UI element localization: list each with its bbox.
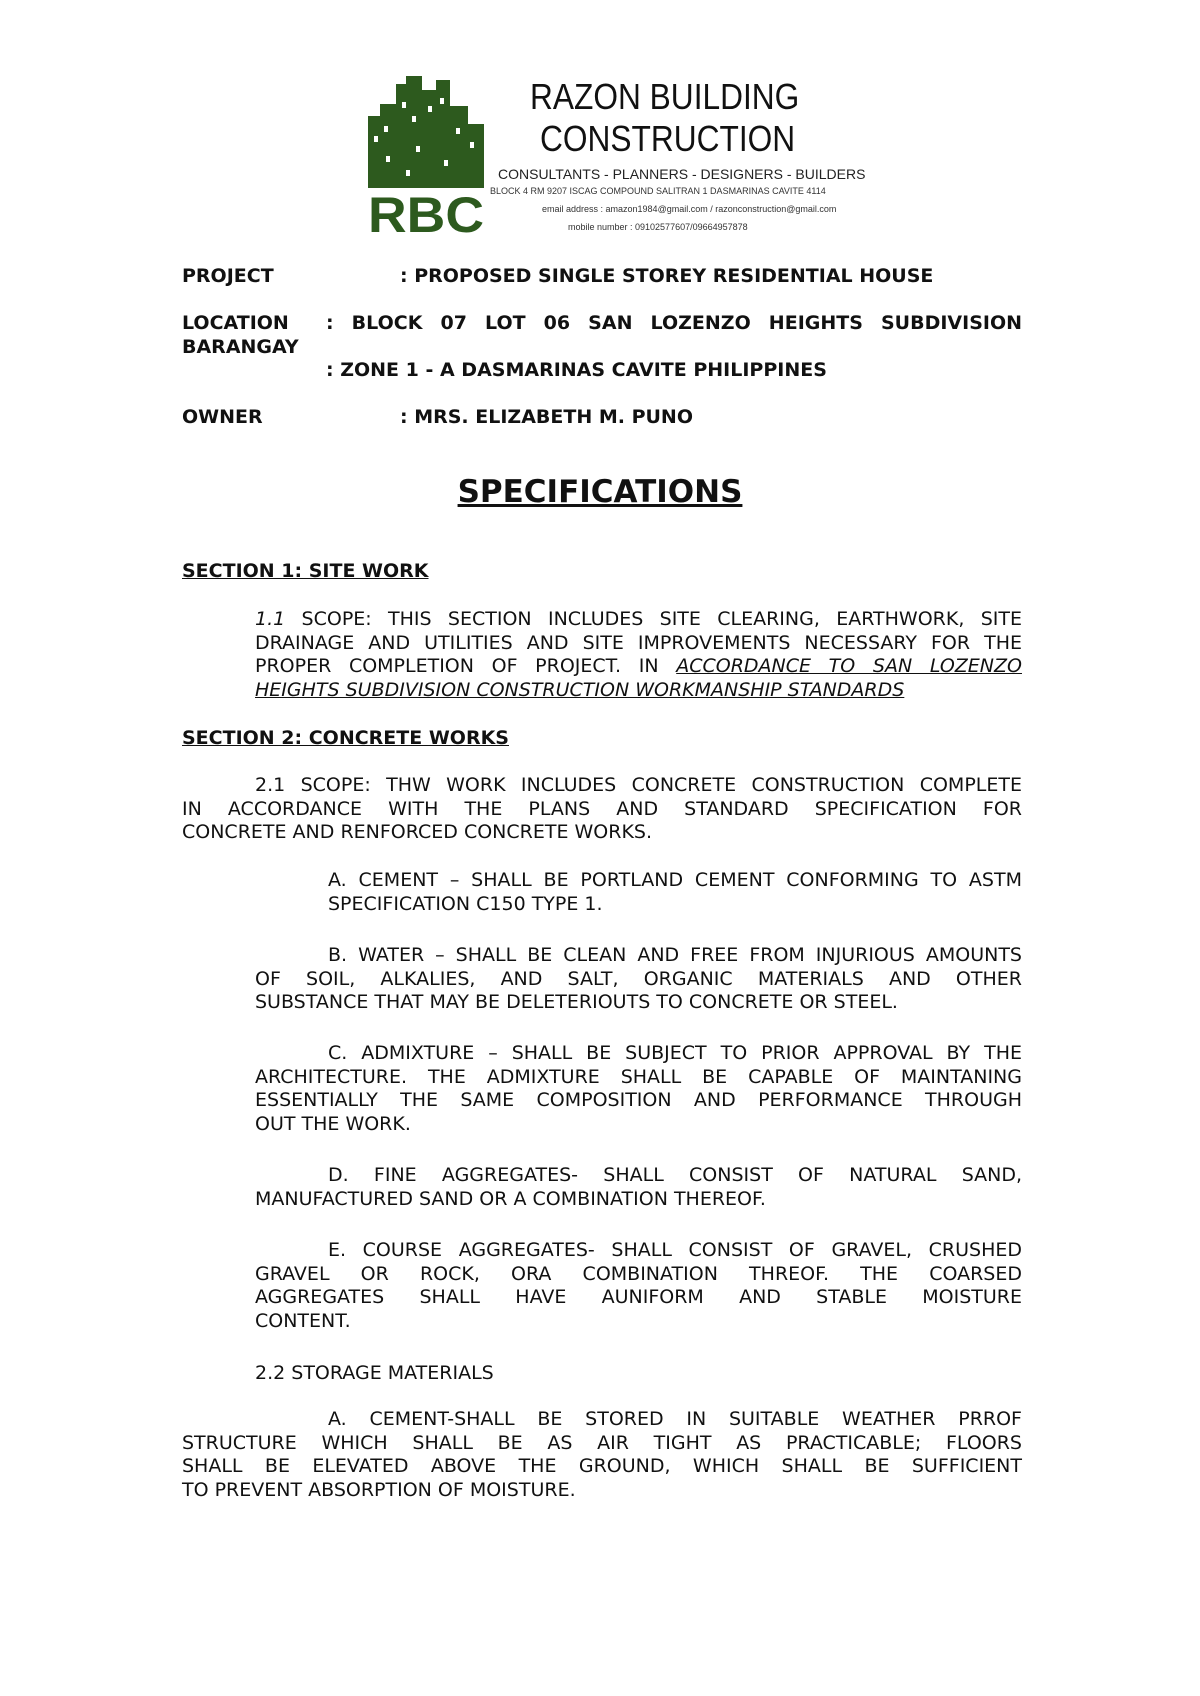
text-line: A. CEMENT-SHALL BE STORED IN SUITABLE WEATHER PRROF — [328, 1408, 1022, 1430]
owner-label: OWNER — [182, 406, 263, 428]
text-line: MANUFACTURED SAND OR A COMBINATION THEREOF. — [255, 1187, 766, 1210]
section1-number: 1.1 — [255, 608, 286, 630]
text-line: C. ADMIXTURE – SHALL BE SUBJECT TO PRIOR APPROVAL BY THE — [328, 1042, 1022, 1064]
text-line: 2.1 SCOPE: THW WORK INCLUDES CONCRETE CONSTRUCTION COMPLETE — [255, 774, 1022, 796]
owner-value: : MRS. ELIZABETH M. PUNO — [400, 406, 693, 428]
project-label: PROJECT — [182, 265, 274, 287]
standards-reference: ACCORDANCE TO SAN LOZENZO — [676, 655, 1022, 677]
text-line: 1.1 SCOPE: THIS SECTION INCLUDES SITE CLEARING, EARTHWORK, SITE — [255, 608, 1022, 630]
company-tagline: CONSULTANTS - PLANNERS - DESIGNERS - BUILDERS — [498, 166, 866, 182]
text-line: E. COURSE AGGREGATES- SHALL CONSIST OF GRAVEL, CRUSHED — [328, 1239, 1022, 1261]
text-line: AGGREGATES SHALL HAVE AUNIFORM AND STABLE MOISTURE — [255, 1286, 1022, 1308]
text-line: STRUCTURE WHICH SHALL BE AS AIR TIGHT AS PRACTICABLE; FLOORS — [182, 1431, 1022, 1454]
text-line: GRAVEL OR ROCK, ORA COMBINATION THREOF. THE COARSED — [255, 1262, 1022, 1285]
building-logo-icon — [366, 76, 486, 236]
text-line: ARCHITECTURE. THE ADMIXTURE SHALL BE CAPABLE OF MAINTANING — [255, 1065, 1022, 1088]
section2-scope — [182, 774, 1022, 845]
logo-text: RBC — [368, 187, 484, 236]
barangay-value: : ZONE 1 - A DASMARINAS CAVITE PHILIPPINES — [326, 359, 827, 381]
section1-scope — [255, 608, 1022, 702]
text-line: TO PREVENT ABSORPTION OF MOISTURE. — [182, 1478, 576, 1501]
item-a-cement — [328, 869, 1022, 916]
item-d-fine-aggregates — [255, 1164, 1022, 1211]
company-mobile: mobile number : 09102577607/09664957878 — [568, 222, 748, 232]
location-label: LOCATION — [182, 312, 289, 334]
text-line: SHALL BE ELEVATED ABOVE THE GROUND, WHICH SHALL BE SUFFICIENT — [182, 1455, 1022, 1477]
item-b-water — [255, 944, 1022, 1015]
company-email: email address : amazon1984@gmail.com / razonconstruction@gmail.com — [542, 204, 837, 214]
text-line: A. CEMENT – SHALL BE PORTLAND CEMENT CONFORMING TO ASTM — [328, 869, 1022, 891]
text-line: OF SOIL, ALKALIES, AND SALT, ORGANIC MATERIALS AND OTHER — [255, 967, 1022, 990]
item-e-course-aggregates — [255, 1239, 1022, 1333]
storage-heading: 2.2 STORAGE MATERIALS — [255, 1362, 494, 1384]
text-line: CONTENT. — [255, 1309, 351, 1332]
standards-reference-cont: HEIGHTS SUBDIVISION CONSTRUCTION WORKMANSHIP STANDARDS — [255, 678, 905, 701]
location-value: : BLOCK 07 LOT 06 SAN LOZENZO HEIGHTS SUBDIVISION — [326, 312, 1022, 334]
barangay-label: BARANGAY — [182, 336, 299, 358]
text-line: IN ACCORDANCE WITH THE PLANS AND STANDARD SPECIFICATION FOR — [182, 797, 1022, 820]
company-address: BLOCK 4 RM 9207 ISCAG COMPOUND SALITRAN 1 DASMARINAS CAVITE 4114 — [490, 186, 826, 196]
text-line: PROPER COMPLETION OF PROJECT. IN ACCORDANCE TO SAN LOZENZO — [255, 655, 1022, 677]
item-c-admixture — [255, 1042, 1022, 1136]
project-value: : PROPOSED SINGLE STOREY RESIDENTIAL HOUSE — [400, 265, 934, 287]
text-line: B. WATER – SHALL BE CLEAN AND FREE FROM INJURIOUS AMOUNTS — [328, 944, 1022, 966]
text-line: SUBSTANCE THAT MAY BE DELETERIOUTS TO CONCRETE OR STEEL. — [255, 991, 898, 1013]
text-line: D. FINE AGGREGATES- SHALL CONSIST OF NATURAL SAND, — [328, 1164, 1022, 1186]
section1-heading: SECTION 1: SITE WORK — [182, 560, 429, 582]
storage-item-a-cement — [182, 1408, 1022, 1502]
text-line: SPECIFICATION C150 TYPE 1. — [328, 892, 603, 915]
section2-heading: SECTION 2: CONCRETE WORKS — [182, 727, 509, 749]
text-line: OUT THE WORK. — [255, 1112, 411, 1135]
text-line: DRAINAGE AND UTILITIES AND SITE IMPROVEMENTS NECESSARY FOR THE — [255, 631, 1022, 654]
text-line: ESSENTIALLY THE SAME COMPOSITION AND PERFORMANCE THROUGH — [255, 1089, 1022, 1111]
company-name-line1: RAZON BUILDING — [530, 76, 800, 117]
company-name-line2: CONSTRUCTION — [540, 118, 796, 159]
page-title: SPECIFICATIONS — [457, 474, 743, 510]
text-line: CONCRETE AND RENFORCED CONCRETE WORKS. — [182, 821, 652, 843]
